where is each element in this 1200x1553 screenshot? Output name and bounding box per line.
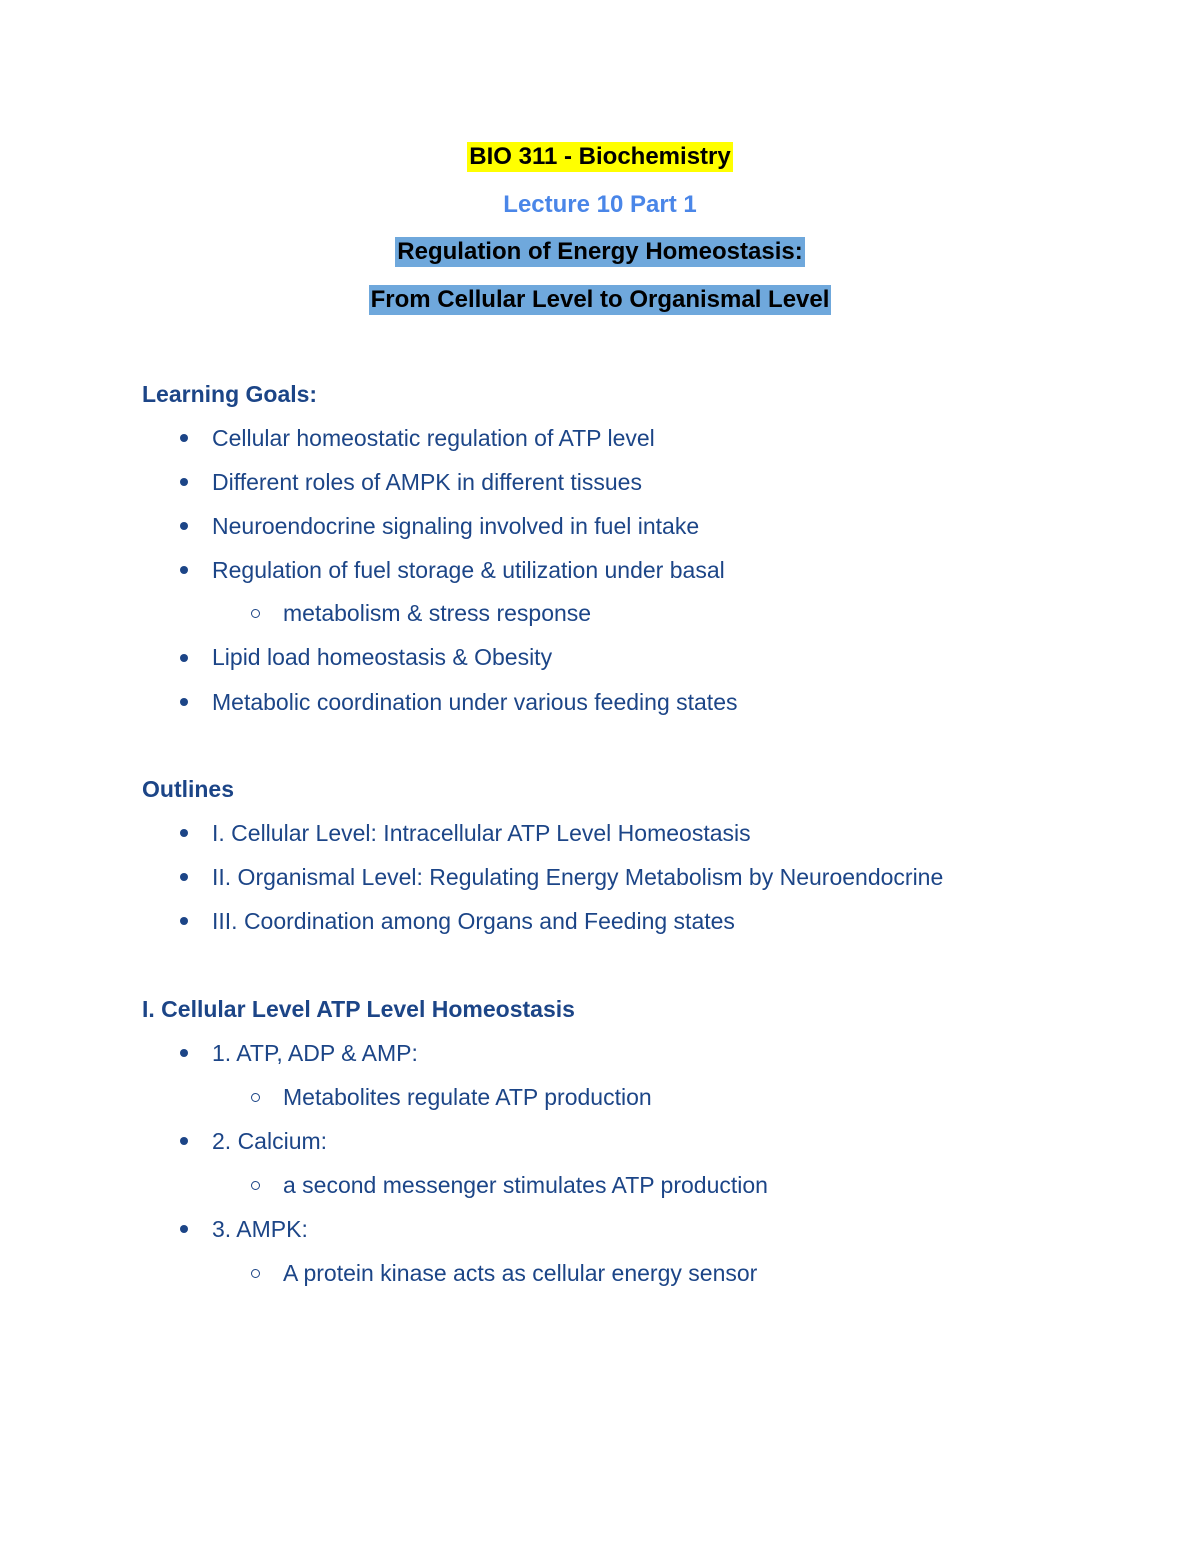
bullet-icon: [180, 1225, 188, 1233]
list-item: II. Organismal Level: Regulating Energy Metabolism by Neuroendocrine: [212, 864, 944, 890]
course-title: [0, 141, 1200, 173]
list-item: Lipid load homeostasis & Obesity: [212, 644, 553, 670]
hollow-bullet-icon: [251, 1093, 260, 1102]
outlines-heading: Outlines: [142, 776, 235, 802]
sub-list-item: Metabolites regulate ATP production: [283, 1084, 652, 1110]
list-item: Cellular homeostatic regulation of ATP level: [212, 425, 655, 451]
hollow-bullet-icon: [251, 1181, 260, 1190]
hollow-bullet-icon: [251, 609, 260, 618]
bullet-icon: [180, 829, 188, 837]
list-item: Neuroendocrine signaling involved in fuel intake: [212, 513, 700, 539]
bullet-icon: [180, 1137, 188, 1145]
bullet-icon: [180, 566, 188, 574]
bullet-icon: [180, 917, 188, 925]
section-heading: I. Cellular Level ATP Level Homeostasis: [142, 996, 575, 1022]
sub-list-item: a second messenger stimulates ATP production: [283, 1172, 768, 1198]
title-line1-highlight: Regulation of Energy Homeostasis:: [397, 238, 803, 265]
list-item: Regulation of fuel storage & utilization under basal: [212, 557, 725, 583]
learning-goals-heading: Learning Goals:: [142, 381, 318, 407]
bullet-icon: [180, 698, 188, 706]
bullet-icon: [180, 1049, 188, 1057]
bullet-icon: [180, 873, 188, 881]
course-title-highlight: BIO 311 - Biochemistry: [469, 143, 731, 170]
sub-list-item: A protein kinase acts as cellular energy sensor: [283, 1260, 758, 1286]
hollow-bullet-icon: [251, 1269, 260, 1278]
list-item: Metabolic coordination under various feeding states: [212, 689, 738, 715]
sub-list-item: metabolism & stress response: [283, 600, 592, 626]
list-item: I. Cellular Level: Intracellular ATP Level Homeostasis: [212, 820, 751, 846]
document-title-line2: [0, 284, 1200, 316]
bullet-icon: [180, 522, 188, 530]
bullet-icon: [180, 434, 188, 442]
list-item: 3. AMPK:: [212, 1216, 308, 1242]
list-item: III. Coordination among Organs and Feeding states: [212, 908, 735, 934]
bullet-icon: [180, 654, 188, 662]
lecture-label: Lecture 10 Part 1: [503, 191, 697, 218]
document-title-line1: [0, 236, 1200, 268]
title-line2-highlight: From Cellular Level to Organismal Level: [370, 286, 830, 313]
bullet-icon: [180, 478, 188, 486]
list-item: 1. ATP, ADP & AMP:: [212, 1040, 418, 1066]
list-item: Different roles of AMPK in different tissues: [212, 469, 642, 495]
list-item: 2. Calcium:: [212, 1128, 328, 1154]
